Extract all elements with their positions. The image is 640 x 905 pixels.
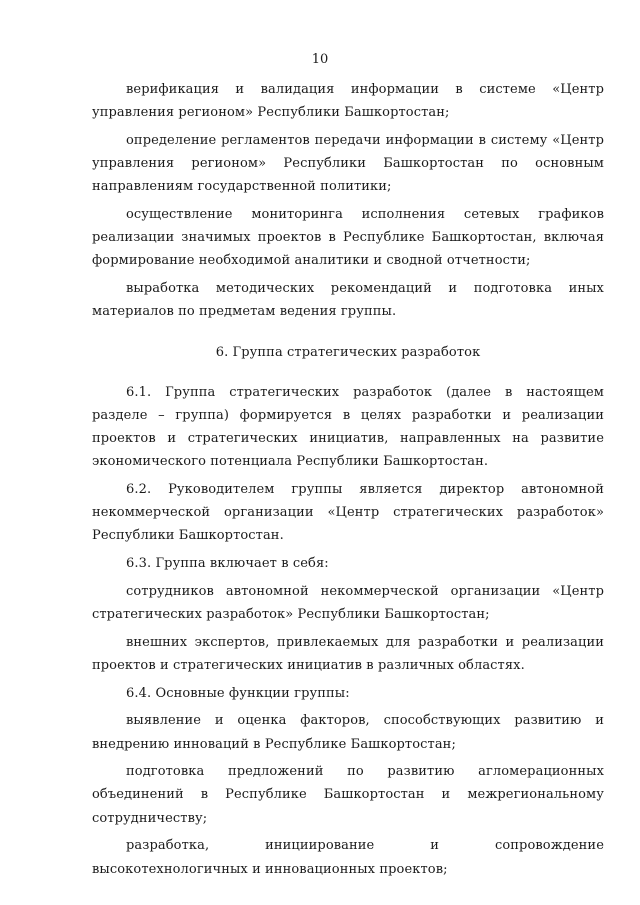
section-heading: 6. Группа стратегических разработок [215, 344, 481, 360]
paragraph: сотрудников автономной некоммерческой организации «Центр стратегических разработок» Республики Башкортостан; [92, 583, 604, 623]
paragraph: 6.2. Руководителем группы является директор автономной некоммерческой организации «Центр стратегических разработок» Республики Башкортостан. [92, 482, 604, 544]
paragraph: выявление и оценка факторов, способствующих развитию и внедрению инноваций в Республике Башкортостан; [92, 713, 604, 752]
paragraph: осуществление мониторинга исполнения сетевых графиков реализации значимых проектов в Республике Башкортостан, включая формирование необходимой аналитики и сводной отчетности; [92, 207, 604, 269]
paragraph: 6.1. Группа стратегических разработок (далее в настоящем разделе – группа) формируется в целях разработки и реализации проектов и стратегических инициатив, направленных на развитие экономического потенциала Республики Башкортостан. [92, 384, 604, 470]
page-number: 10 [311, 52, 329, 67]
paragraph: определение регламентов передачи информации в систему «Центр управления регионом» Республики Башкортостан по основным направлениям государственной политики; [92, 132, 604, 195]
paragraph: верификация и валидация информации в системе «Центр управления регионом» Республики Башкортостан; [92, 82, 604, 121]
paragraph: внешних экспертов, привлекаемых для разработки и реализации проектов и стратегических инициатив в различных областях. [92, 634, 604, 673]
paragraph: подготовка предложений по развитию агломерационных объединений в Республике Башкортостан и межрегиональному сотрудничеству; [92, 764, 604, 826]
paragraph: 6.3. Группа включает в себя: [126, 556, 329, 572]
document-body [92, 78, 604, 885]
paragraph: разработка, инициирование и сопровождение высокотехнологичных и инновационных проектов; [92, 838, 604, 877]
paragraph: выработка методических рекомендаций и подготовка иных материалов по предметам ведения группы. [92, 281, 604, 320]
paragraph: 6.4. Основные функции группы: [126, 685, 350, 701]
